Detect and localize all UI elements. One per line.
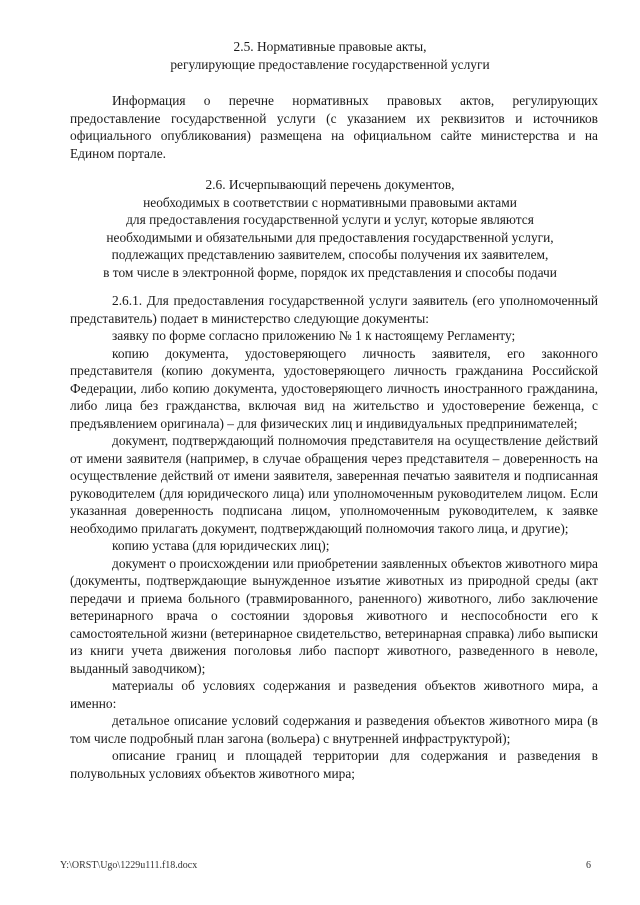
- paragraph: копию документа, удостоверяющего личность заявителя, его законного представителя (копию документа, удостоверяющего личность гражданина Российской Федерации, либо копию документа, удостоверяющего личность иностранного гражданина, либо лица без гражданства, включая вид на жительство и удостоверение беженца, с предъявлением оригинала) – для физических лиц и индивидуальных предпринимателей;: [70, 345, 598, 431]
- section-2-6-body: [70, 292, 598, 782]
- paragraph: документ о происхождении или приобретении заявленных объектов животного мира (документы, подтверждающие вынужденное изъятие животных из природной среды (акт передачи и приема больного (травмированного, раненного) животного, либо заключение ветеринарного врача о состоянии здоровья животного и неспособности его к самостоятельной жизни (ветеринарное свидетельство, ветеринарная справка) либо выписки из книги учета движения поголовья либо паспорт животного, разведенного в неволе, выданный заводчиком);: [70, 555, 598, 676]
- heading-line: регулирующие предоставление государственной услуги: [170, 56, 490, 72]
- section-2-6-heading: [60, 176, 600, 281]
- paragraph: 2.6.1. Для предоставления государственной услуги заявитель (его уполномоченный представитель) подает в министерство следующие документы:: [70, 293, 598, 326]
- heading-line: для предоставления государственной услуги и услуг, которые являются: [126, 212, 534, 227]
- paragraph: Информация о перечне нормативных правовых актов, регулирующих предоставление государственной услуги (с указанием их реквизитов и источников официального опубликования) размещена на официальном сайте министерства и на Едином портале.: [70, 93, 598, 161]
- section-2-5-body: [70, 92, 598, 162]
- section-2-5-heading: [60, 38, 600, 73]
- heading-line: необходимыми и обязательными для предоставления государственной услуги,: [106, 229, 554, 245]
- paragraph: копию устава (для юридических лиц);: [112, 538, 330, 553]
- paragraph: документ, подтверждающий полномочия представителя на осуществление действий от имени заявителя (например, в случае обращения через представителя – доверенность на осуществление действий от имени заявителя, заверенная печатью заявителя и подписанная руководителем (для юридического лица) или уполномоченным руководителем лицом. Если указанная доверенность подписана лицом, уполномоченным руководителем, к заявке необходимо прилагать документ, подтверждающий полномочия такого лица, и другие);: [70, 433, 598, 536]
- paragraph: заявку по форме согласно приложению № 1 к настоящему Регламенту;: [112, 328, 516, 343]
- footer-file-path: Y:\ORST\Ugo\1229u111.f18.docx: [60, 860, 198, 871]
- paragraph: детальное описание условий содержания и разведения объектов животного мира (в том числе подробный план загона (вольера) с внутренней инфраструктурой);: [70, 713, 598, 746]
- paragraph: описание границ и площадей территории для содержания и разведения в полувольных условиях объектов животного мира;: [70, 748, 598, 781]
- heading-line: необходимых в соответствии с нормативными правовыми актами: [143, 194, 517, 210]
- page-number: 6: [586, 860, 591, 871]
- paragraph: материалы об условиях содержания и разведения объектов животного мира, а именно:: [70, 678, 598, 711]
- heading-line: в том числе в электронной форме, порядок их представления и способы подачи: [103, 264, 557, 280]
- heading-line: 2.5. Нормативные правовые акты,: [233, 39, 427, 54]
- heading-line: подлежащих представлению заявителем, способы получения их заявителем,: [111, 247, 549, 262]
- heading-line: 2.6. Исчерпывающий перечень документов,: [205, 177, 455, 192]
